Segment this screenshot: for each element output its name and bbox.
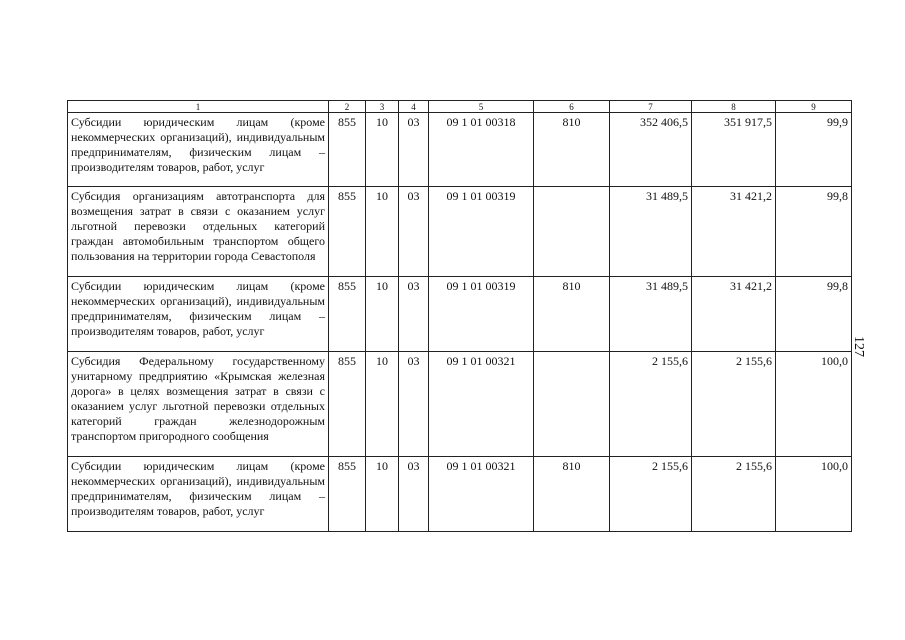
row-cell: 09 1 01 00321 [429, 457, 534, 532]
row-cell: 99,9 [776, 113, 852, 187]
row-description: Субсидии юридическим лицам (кроме некоммерческих организаций), индивидуальным предпринимателям, физическим лицам – производителям товаров, работ, услуг [68, 113, 329, 187]
row-description: Субсидии юридическим лицам (кроме некоммерческих организаций), индивидуальным предпринимателям, физическим лицам – производителям товаров, работ, услуг [68, 457, 329, 532]
row-cell: 03 [399, 352, 429, 457]
header-cell: 2 [329, 101, 366, 113]
row-cell: 10 [366, 457, 399, 532]
row-cell: 855 [329, 352, 366, 457]
row-cell: 10 [366, 277, 399, 352]
row-cell: 03 [399, 113, 429, 187]
row-cell: 09 1 01 00319 [429, 187, 534, 277]
row-cell: 03 [399, 277, 429, 352]
row-cell: 31 421,2 [692, 277, 776, 352]
header-cell: 7 [610, 101, 692, 113]
table-row [68, 187, 852, 277]
header-cell: 5 [429, 101, 534, 113]
row-cell: 31 421,2 [692, 187, 776, 277]
row-cell: 31 489,5 [610, 187, 692, 277]
row-cell: 2 155,6 [692, 457, 776, 532]
row-cell: 10 [366, 113, 399, 187]
row-cell: 03 [399, 187, 429, 277]
row-cell: 09 1 01 00318 [429, 113, 534, 187]
row-cell [534, 352, 610, 457]
header-cell: 8 [692, 101, 776, 113]
budget-table [67, 100, 852, 532]
row-description: Субсидия организациям автотранспорта для возмещения затрат в связи с оказанием услуг льготной перевозки отдельных категорий граждан автомобильным транспортом общего пользования на территории города Севастополя [68, 187, 329, 277]
row-cell: 855 [329, 457, 366, 532]
row-cell: 99,8 [776, 277, 852, 352]
row-cell: 855 [329, 277, 366, 352]
row-cell [534, 187, 610, 277]
header-cell: 3 [366, 101, 399, 113]
row-cell: 09 1 01 00319 [429, 277, 534, 352]
row-cell: 855 [329, 113, 366, 187]
row-cell: 351 917,5 [692, 113, 776, 187]
row-cell: 10 [366, 352, 399, 457]
table-row [68, 277, 852, 352]
header-row [68, 101, 852, 113]
row-cell: 810 [534, 457, 610, 532]
row-cell: 810 [534, 113, 610, 187]
row-cell: 03 [399, 457, 429, 532]
table-row [68, 113, 852, 187]
row-cell: 99,8 [776, 187, 852, 277]
header-cell: 9 [776, 101, 852, 113]
page-number: 127 [851, 336, 866, 357]
header-cell: 4 [399, 101, 429, 113]
row-cell: 2 155,6 [610, 457, 692, 532]
row-cell: 2 155,6 [692, 352, 776, 457]
header-cell: 6 [534, 101, 610, 113]
row-cell: 100,0 [776, 352, 852, 457]
header-cell: 1 [68, 101, 329, 113]
row-cell: 855 [329, 187, 366, 277]
row-cell: 09 1 01 00321 [429, 352, 534, 457]
table-row [68, 457, 852, 532]
row-cell: 31 489,5 [610, 277, 692, 352]
row-cell: 100,0 [776, 457, 852, 532]
table-row [68, 352, 852, 457]
row-cell: 10 [366, 187, 399, 277]
row-cell: 2 155,6 [610, 352, 692, 457]
row-description: Субсидии юридическим лицам (кроме некоммерческих организаций), индивидуальным предпринимателям, физическим лицам – производителям товаров, работ, услуг [68, 277, 329, 352]
row-cell: 352 406,5 [610, 113, 692, 187]
row-description: Субсидия Федеральному государственному унитарному предприятию «Крымская железная дорога» в целях возмещения затрат в связи с оказанием услуг льготной перевозки отдельных категорий граждан железнодорожным транспортом пригородного сообщения [68, 352, 329, 457]
row-cell: 810 [534, 277, 610, 352]
